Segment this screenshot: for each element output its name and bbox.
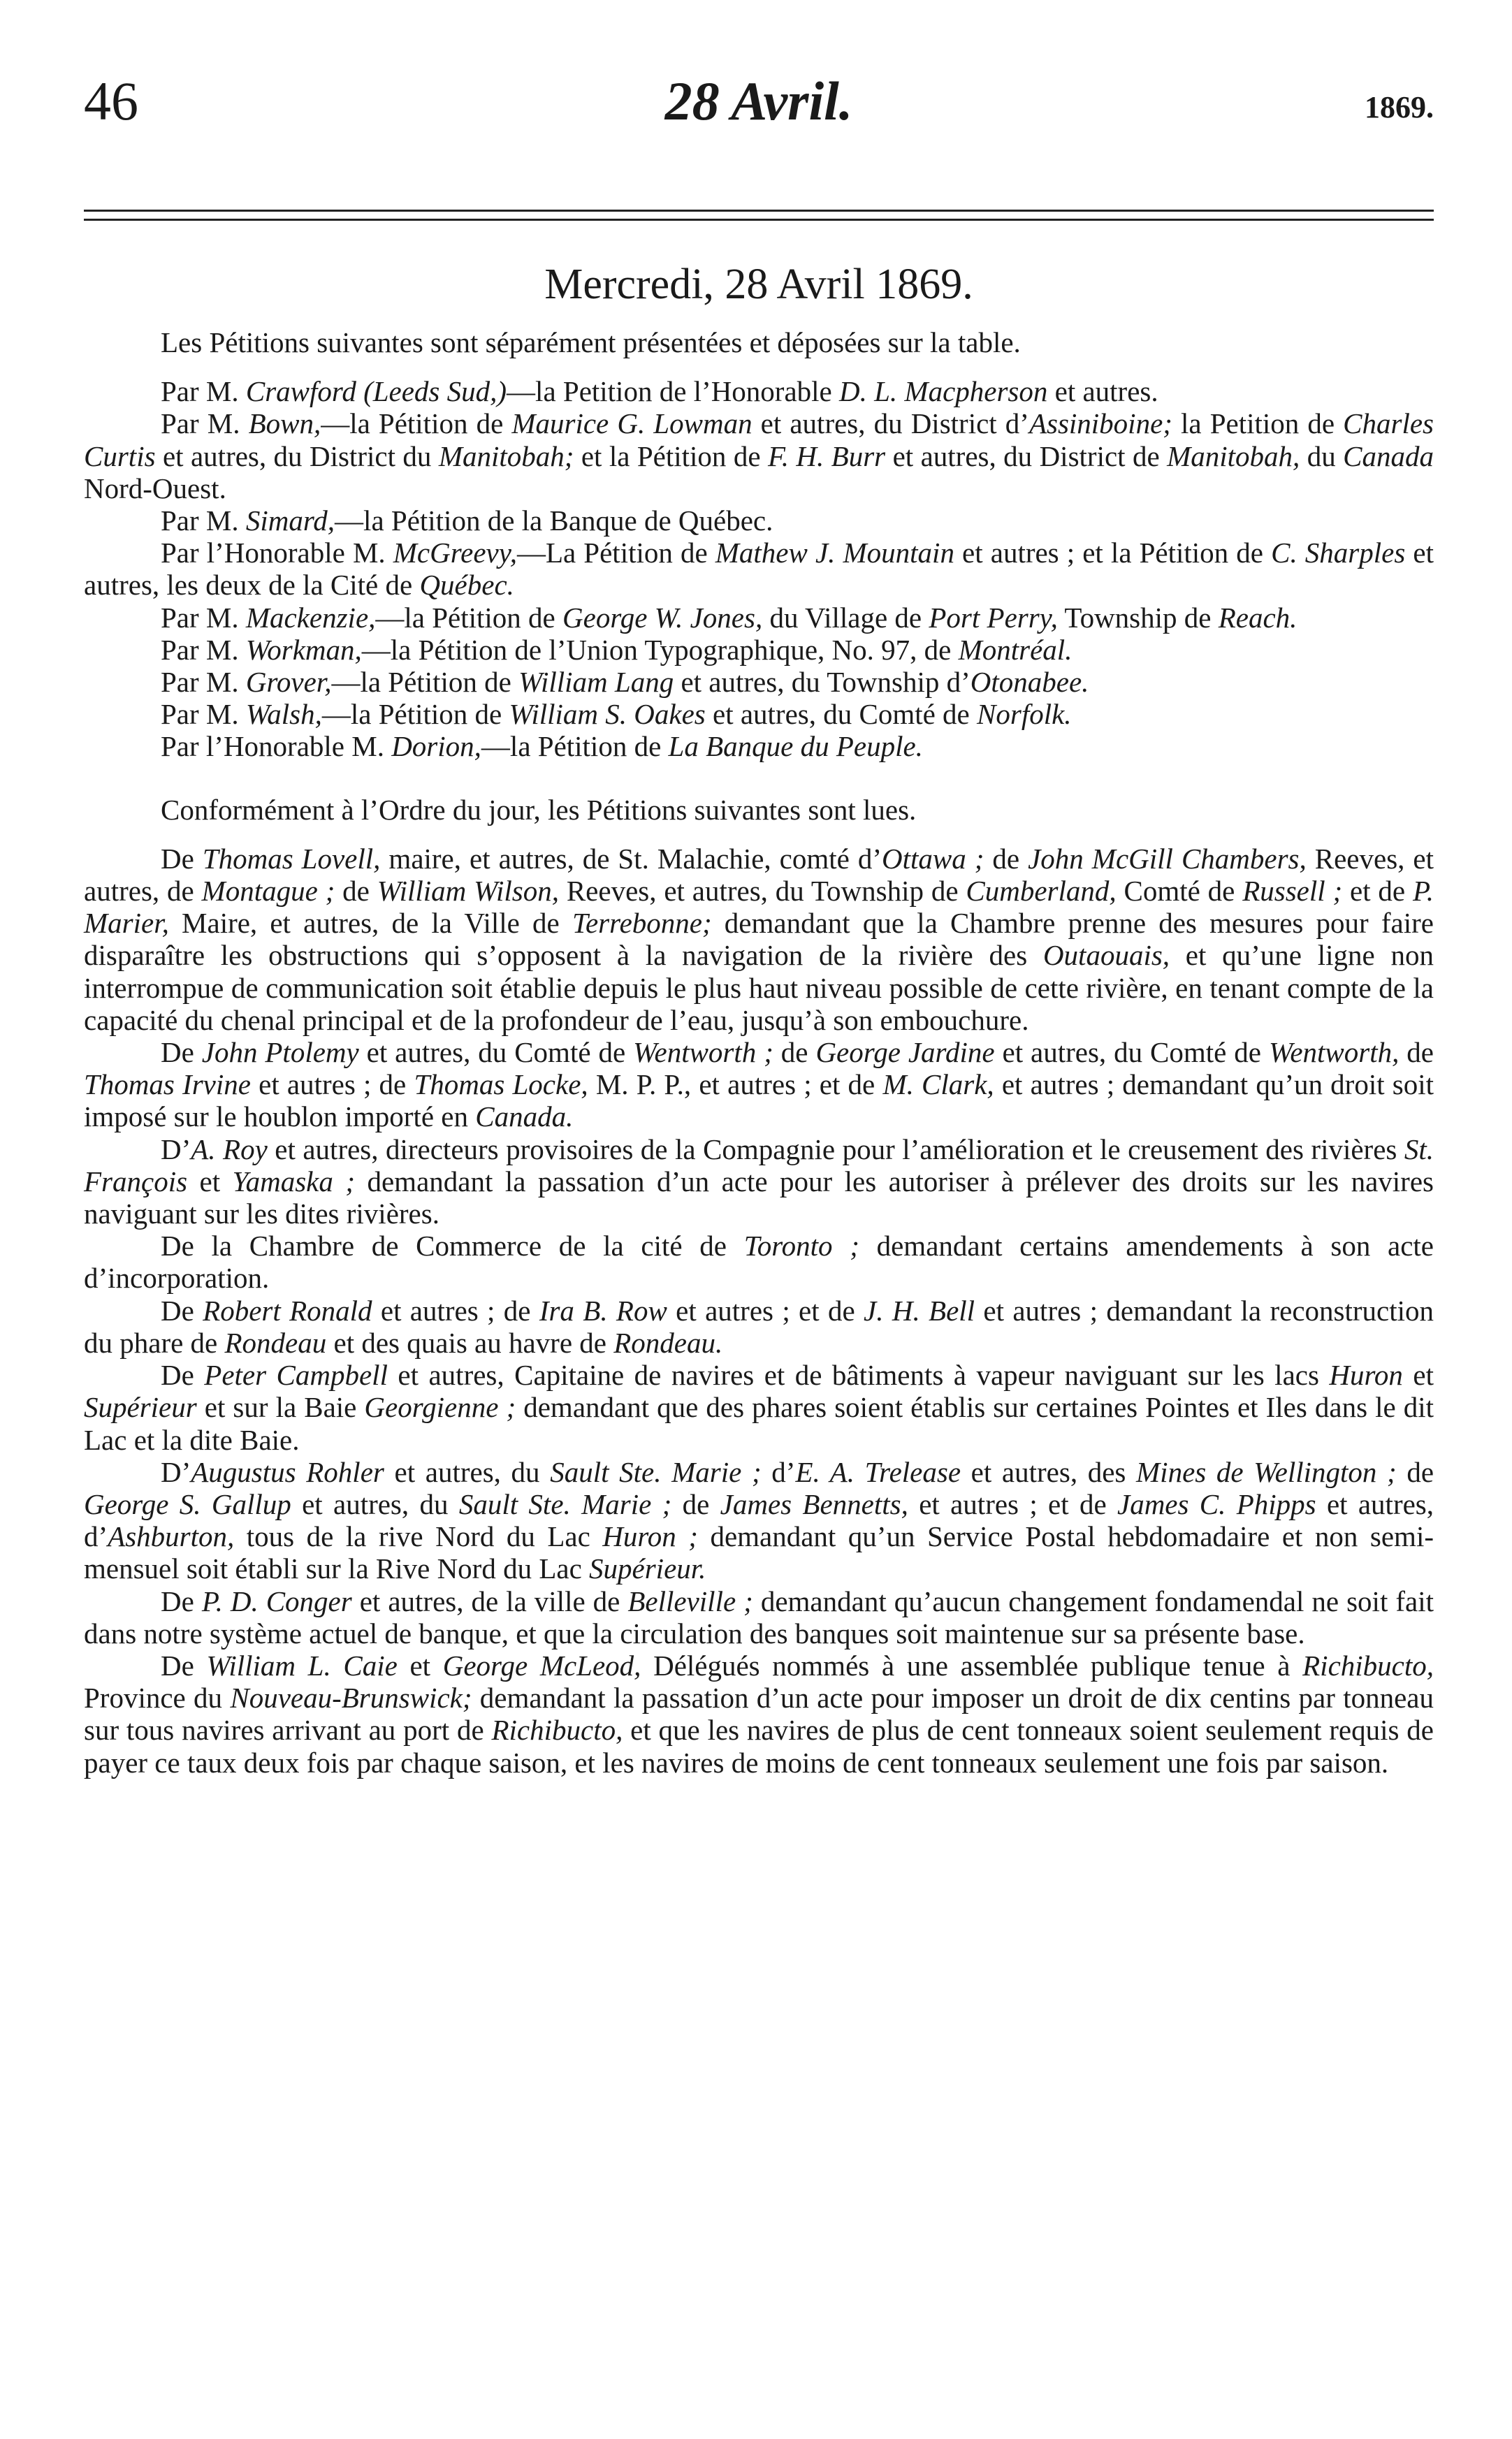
text-run: et autres. [1047,375,1158,408]
italic-name: C. Sharples [1271,537,1406,569]
text-run: et autres ; et de [908,1487,1117,1520]
italic-name: William Wilson, [377,875,559,908]
text-run: et sur la Baie [196,1391,365,1424]
text-run: et des quais au havre de [326,1326,614,1359]
text-run: demandant certains amendements à son acte d’incorporation. [84,1230,1434,1295]
text-run: —la Petition de l’Honorable [507,375,839,408]
intro-paragraph: Les Pétitions suivantes sont séparément présentées et déposées sur la table. [161,326,1021,358]
text-run: —la Pétition de [321,698,509,731]
text-run: —la Pétition de [321,407,512,440]
petition-read-entry [84,1359,1434,1456]
text-run: et autres, du Township d’ [674,666,971,699]
text-run: demandant qu’aucun changement fondamendal ne soit fait dans notre système actuel de banque, et que la circulation des banques soit maintenue sur sa présente base. [84,1585,1434,1650]
italic-name: Ira B. Row [539,1294,667,1327]
italic-name: Canada [1343,439,1434,472]
italic-name: John Ptolemy [201,1036,359,1069]
text-run: et autres, du Comté de [705,698,977,731]
text-run: et autres ; de [372,1294,539,1327]
italic-name: P. Marier, [84,875,1434,940]
italic-name: Yamaska ; [232,1165,356,1197]
italic-name: John McGill Chambers, [1028,842,1307,875]
italic-name: Dorion, [391,730,481,763]
italic-name: Belleville ; [627,1585,753,1617]
italic-name: Outaouais, [1042,939,1170,972]
date-heading: Mercredi, 28 Avril 1869. [544,261,973,308]
page-number: 46 [84,71,138,131]
italic-name: Ottawa ; [882,842,984,875]
order-heading: Conformément à l’Ordre du jour, les Pétitions suivantes sont lues. [161,793,917,826]
italic-name: Montréal. [958,633,1073,666]
italic-name: Thomas Lovell, [202,842,381,875]
text-run: demandant que des phares soient établis sur certaines Pointes et Iles dans le dit Lac et la dite Baie. [84,1391,1434,1456]
italic-name: F. H. Burr [767,439,886,472]
italic-name: Manitobah; [438,439,574,472]
text-run: —la Pétition de [331,666,519,699]
italic-name: Robert Ronald [203,1294,372,1327]
italic-name: William Lang [518,666,674,699]
text-run: et la Pétition de [574,439,768,472]
text-run: maire, et autres, de St. Malachie, comté d’ [380,842,882,875]
text-run: Par M. [161,698,246,731]
italic-name: Supérieur [84,1391,197,1424]
text-run: —la Pétition de la Banque de Québec. [335,504,773,537]
text-run: et autres, des [961,1455,1137,1488]
italic-name: Rondeau [224,1326,327,1359]
text-run: et autres, Capitaine de navires et de bâtiments à vapeur naviguant sur les lacs [387,1359,1330,1392]
text-run: et que les navires de plus de cent tonneaux soient seulement requis de payer ce taux deux fois par chaque saison, et les navires de moins de cent tonneaux seulement une fois par saison. [84,1714,1434,1779]
running-title [84,70,1434,133]
text-run: et autres, du Comté de [358,1036,634,1069]
italic-name: Supérieur. [589,1552,706,1585]
italic-name: E. A. Trelease [795,1455,961,1488]
italic-name: Mathew J. Mountain [715,537,954,569]
text-run: De la Chambre de Commerce de la cité de [161,1230,744,1262]
italic-name: Norfolk. [977,698,1072,731]
page-header [84,49,1434,133]
italic-name: Crawford (Leeds Sud,) [245,375,507,408]
italic-name: Bown, [248,407,321,440]
petition-read-entry [84,1585,1434,1650]
italic-name: La Banque du Peuple. [668,730,923,763]
italic-name: Port Perry, [929,601,1058,634]
petition-read-entry [84,1295,1434,1359]
italic-name: Simard, [245,504,335,537]
text-run: de [335,875,377,908]
italic-name: James C. Phipps [1117,1487,1316,1520]
petitions-read-list [84,843,1434,1779]
text-run: et autres, du District de [885,439,1168,472]
text-run: d’ [761,1455,796,1488]
text-run: Comté de [1116,875,1243,908]
italic-name: George W. Jones, [562,601,763,634]
text-run: et [1402,1359,1434,1392]
text-run: de [1399,1036,1434,1069]
italic-name: Huron [1329,1359,1403,1392]
italic-name: George S. Gallup [84,1487,291,1520]
text-run: du [1300,439,1344,472]
text-run: et [397,1649,443,1682]
text-run: et autres, du District d’ [752,407,1029,440]
text-run: —la Pétition de [375,601,563,634]
text-run: De [161,1036,202,1069]
text-run: Par l’Honorable M. [161,537,393,569]
text-run: demandant qu’un Service Postal hebdomadaire et non semi-mensuel soit établi sur la Rive Nord du Lac [84,1520,1434,1585]
text-run: la Petition de [1172,407,1344,440]
text-run: Reeves, et autres, de [84,842,1434,908]
italic-name: William S. Oakes [509,698,706,731]
text-run: du Village de [762,601,929,634]
text-run: de [773,1036,816,1069]
text-run: Province du [84,1682,231,1714]
italic-name: M. Clark, [882,1068,994,1101]
italic-name: St. François [84,1133,1434,1197]
petition-read-entry [84,1650,1434,1779]
italic-name: Richibucto, [491,1714,623,1747]
text-run: Par M. [161,504,246,537]
italic-name: Assiniboine; [1028,407,1172,440]
italic-name: Maurice G. Lowman [511,407,753,440]
italic-name: Wentworth ; [633,1036,773,1069]
text-run: Par M. [161,633,246,666]
text-run: et autres, de la ville de [351,1585,628,1617]
petition-read-entry [84,1133,1434,1230]
italic-name: Richibucto, [1302,1649,1434,1682]
presentation-entry [84,407,1434,504]
text-run: de [671,1487,720,1520]
italic-name: George McLeod, [442,1649,641,1682]
text-run: D’ [161,1133,191,1165]
text-run: —la Pétition de [481,730,669,763]
text-run: demandant la passation d’un acte pour imposer un droit de dix centins par tonneau sur tous navires arrivant au port de [84,1682,1434,1747]
text-run: Par l’Honorable M. [161,730,392,763]
italic-name: Grover, [245,666,332,699]
italic-name: George Jardine [815,1036,995,1069]
italic-name: Manitobah, [1167,439,1300,472]
text-run: M. P. P., et autres ; et de [588,1068,883,1101]
presentation-entry [84,666,1434,698]
italic-name: Rondeau. [613,1326,723,1359]
text-run: et autres ; de [250,1068,414,1101]
text-run: et autres ; et la Pétition de [954,537,1272,569]
presentations-list [84,375,1434,762]
italic-name: Peter Campbell [204,1359,388,1392]
text-run: —la Pétition de l’Union Typographique, No. 97, de [361,633,959,666]
presentation-entry [84,730,1434,762]
presentation-entry [84,698,1434,730]
text-run: Par M. [161,601,246,634]
italic-name: A. Roy [191,1133,268,1165]
text-run: et autres, directeurs provisoires de la Compagnie pour l’amélioration et le creusement des rivières [267,1133,1404,1165]
text-run: De [161,1585,202,1617]
italic-name: D. L. Macpherson [839,375,1048,408]
text-run: et autres, d’ [84,1487,1434,1553]
text-run: tous de la rive Nord du Lac [234,1520,603,1553]
presentation-entry [84,537,1434,601]
italic-name: Thomas Locke, [414,1068,588,1101]
text-run: et [187,1165,233,1197]
text-run: Nord-Ouest. [84,472,226,504]
text-run: Par M. [161,407,249,440]
italic-name: James Bennetts, [720,1487,908,1520]
italic-name: Québec. [419,569,514,602]
italic-name: Workman, [245,633,362,666]
text-run: Par M. [161,666,246,699]
presentation-entry [84,634,1434,666]
italic-name: Georgienne ; [364,1391,516,1424]
presentation-entry [84,375,1434,407]
text-run: et autres ; demandant qu’un droit soit imposé sur le houblon importé en [84,1068,1434,1133]
header-date: 28 Avril. [664,71,853,131]
text-run: D’ [161,1455,191,1488]
italic-name: Cumberland, [966,875,1117,908]
petition-read-entry [84,1036,1434,1133]
italic-name: Terrebonne; [572,907,712,940]
text-run: Maire, et autres, de la Ville de [168,907,572,940]
italic-name: Ashburton, [108,1520,235,1553]
header-rule [84,210,1434,221]
text-run: demandant que la Chambre prenne des mesures pour faire disparaître les obstructions qui s’opposent à la navigation de la rivière des [84,907,1434,972]
text-run: Reeves, et autres, du Township de [558,875,966,908]
text-run: de [984,842,1028,875]
italic-name: Canada. [475,1100,574,1133]
italic-name: Montague ; [201,875,335,908]
text-run: et autres ; et de [667,1294,864,1327]
italic-name: Russell ; [1242,875,1343,908]
text-run: et autres, les deux de la Cité de [84,537,1434,602]
presentation-entry [84,602,1434,634]
italic-name: Toronto ; [743,1230,859,1262]
text-run: et qu’une ligne non interrompue de communication soit établie depuis le plus haut niveau possible de cette rivière, en tenant compte de la capacité du chenal principal et de la profondeur de l’eau, jusqu’à son embouchure. [84,939,1434,1036]
text-run: et autres, du Comté de [994,1036,1269,1069]
document-page [84,49,1434,1779]
text-run: De [161,1649,207,1682]
italic-name: Charles Curtis [84,407,1434,472]
text-run: Township de [1057,601,1219,634]
presentation-entry [84,504,1434,537]
text-run: De [161,1294,203,1327]
text-run: et autres, du [384,1455,551,1488]
italic-name: Reach. [1218,601,1297,634]
text-run: Délégués nommés à une assemblée publique tenue à [641,1649,1303,1682]
text-run: de [1396,1455,1434,1488]
italic-name: Otonabee. [970,666,1089,699]
italic-name: Walsh, [245,698,322,731]
italic-name: Sault Ste. Marie ; [550,1455,762,1488]
italic-name: Mackenzie, [245,601,376,634]
text-run: et autres, du District du [155,439,439,472]
italic-name: Sault Ste. Marie ; [458,1487,672,1520]
header-year: 1869. [1365,90,1434,124]
text-run: De [161,842,203,875]
italic-name: P. D. Conger [201,1585,352,1617]
text-run: et autres, du [291,1487,459,1520]
text-run: et autres ; demandant la reconstruction du phare de [84,1294,1434,1359]
italic-name: Nouveau-Brunswick; [230,1682,472,1714]
italic-name: Huron ; [602,1520,698,1553]
text-run: —La Pétition de [516,537,715,569]
text-run: De [161,1359,205,1392]
petition-read-entry [84,843,1434,1036]
text-run: et de [1342,875,1413,908]
italic-name: William L. Caie [206,1649,398,1682]
italic-name: McGreevy, [393,537,517,569]
petition-read-entry [84,1230,1434,1294]
petition-read-entry [84,1456,1434,1585]
italic-name: J. H. Bell [864,1294,975,1327]
italic-name: Augustus Rohler [191,1455,384,1488]
text-run: demandant la passation d’un acte pour les autoriser à prélever des droits sur les navires naviguant sur les dites rivières. [84,1165,1434,1230]
italic-name: Mines de Wellington ; [1136,1455,1397,1488]
text-run: Par M. [161,375,246,408]
italic-name: Wentworth, [1268,1036,1400,1069]
italic-name: Thomas Irvine [84,1068,251,1101]
